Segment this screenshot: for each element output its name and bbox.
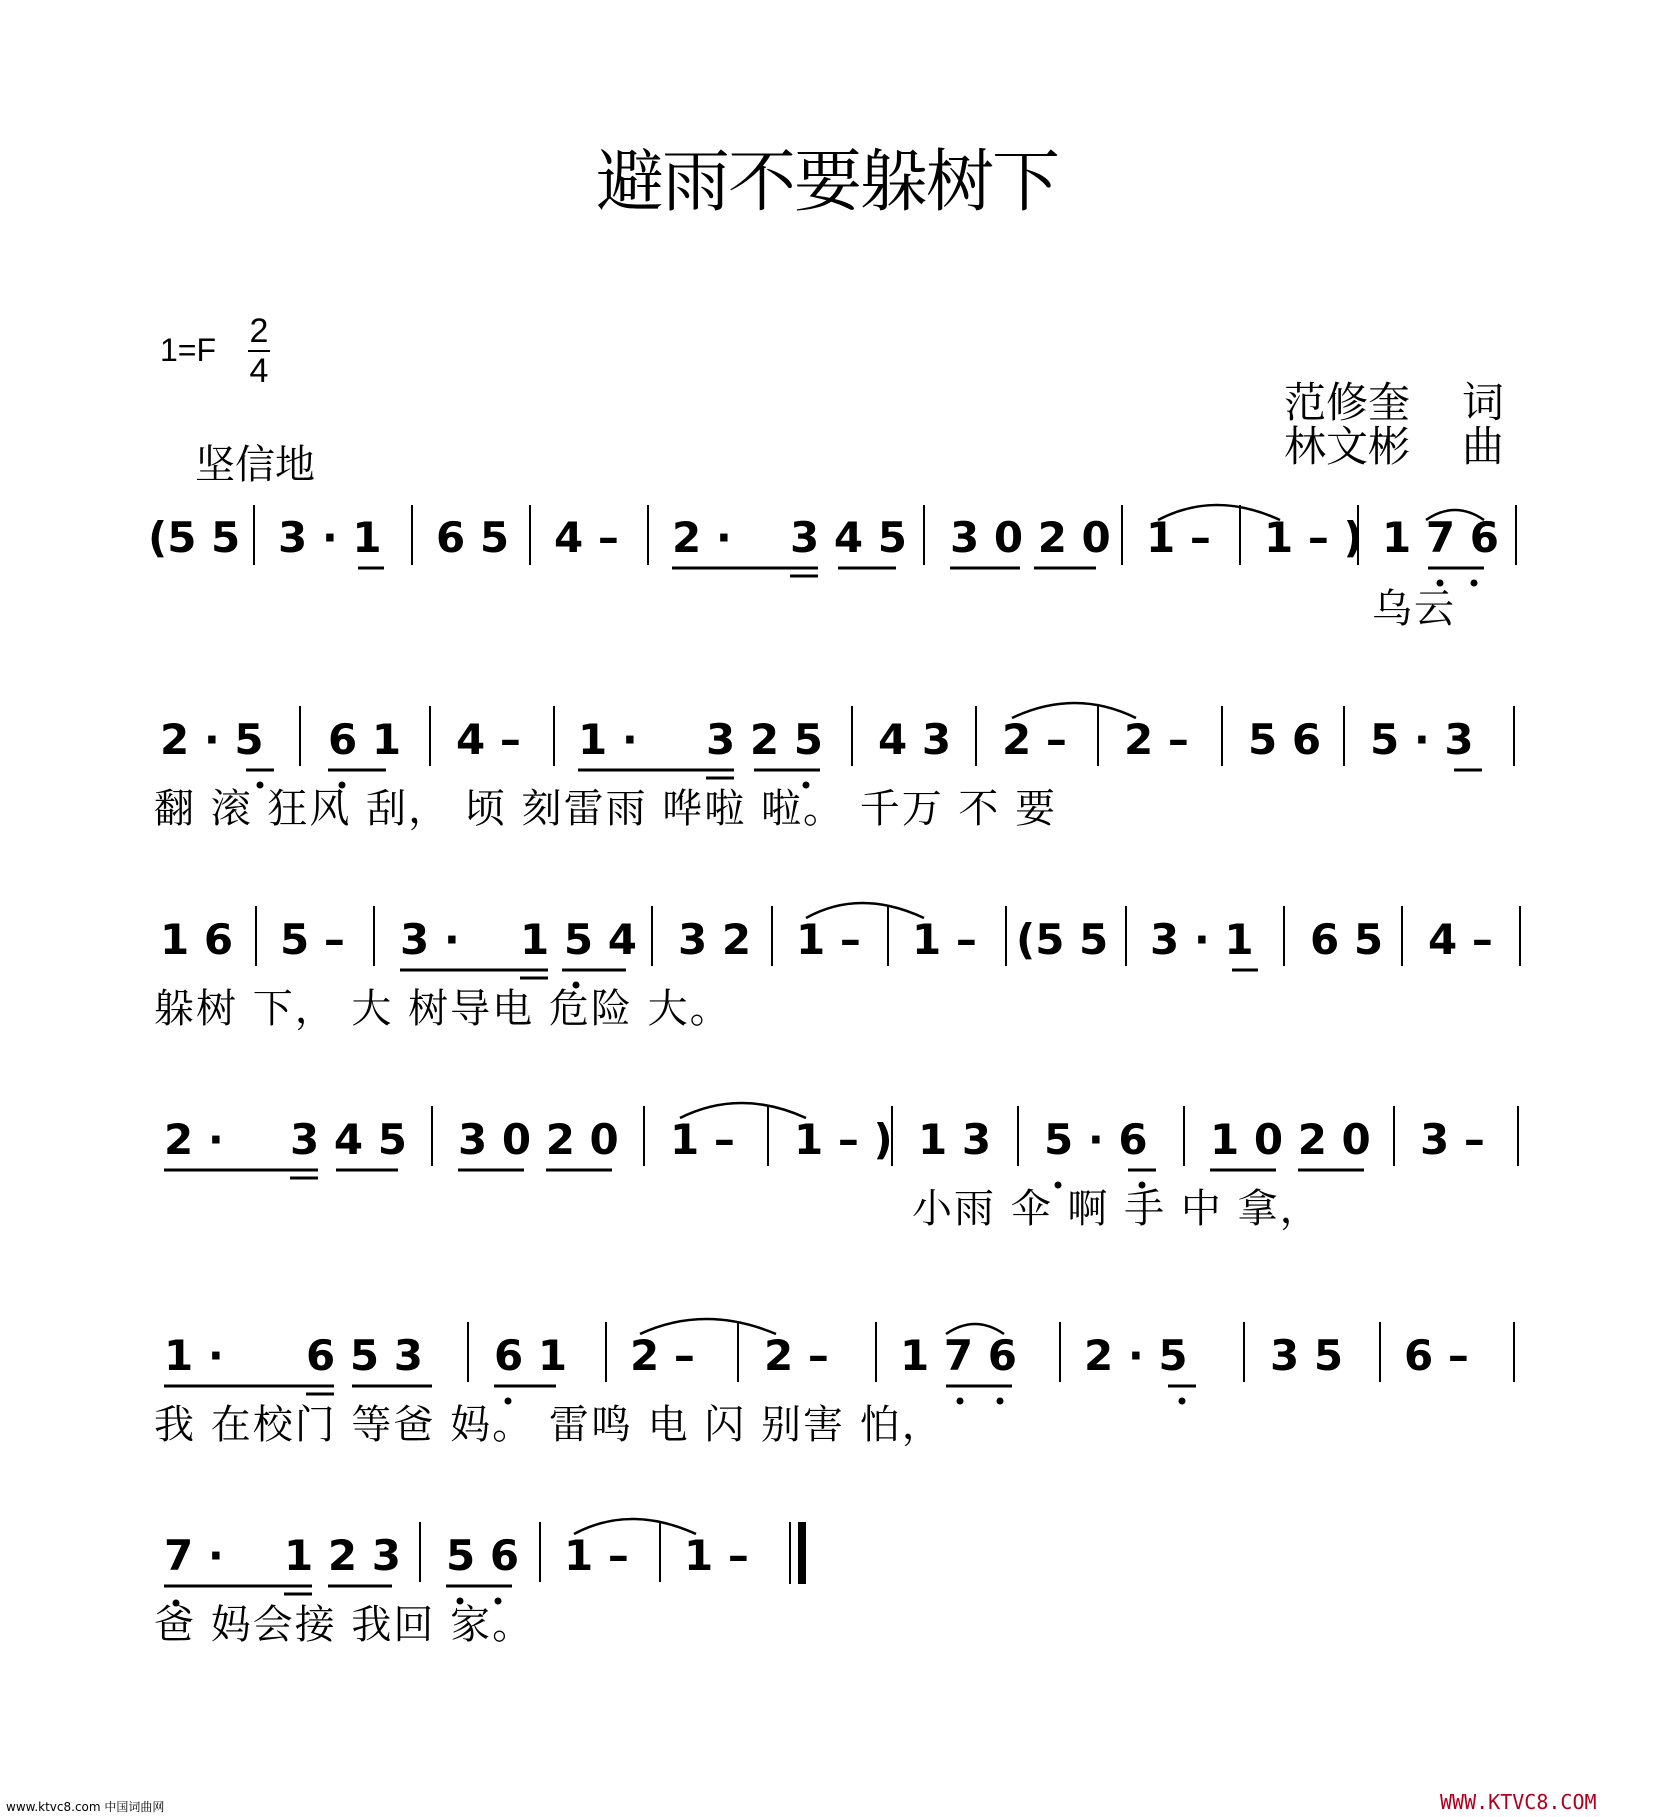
- composer-role: 曲: [1462, 422, 1505, 471]
- svg-text:3 ·: 3 ·: [400, 915, 460, 964]
- svg-text:2 –: 2 –: [764, 1331, 829, 1380]
- lyricist-role: 词: [1462, 378, 1505, 427]
- svg-text:3 2: 3 2: [678, 915, 752, 964]
- svg-text:5 · 3: 5 · 3: [1370, 715, 1474, 764]
- key-signature: 1=F: [160, 332, 217, 368]
- svg-text:6 5: 6 5: [1310, 915, 1384, 964]
- svg-text:1 5 4: 1 5 4: [520, 915, 637, 964]
- svg-text:4 –: 4 –: [1428, 915, 1493, 964]
- system-3-notes: [160, 903, 1520, 989]
- svg-text:1 ·: 1 ·: [164, 1331, 224, 1380]
- svg-text:2 –: 2 –: [1124, 715, 1189, 764]
- footer-left: www.ktvc8.com 中国词曲网: [6, 1800, 165, 1814]
- svg-text:3 4 5: 3 4 5: [290, 1115, 407, 1164]
- system-3-lyrics: 躲树 下， 大 树导电 危险 大。: [154, 986, 732, 1032]
- time-signature-bottom: 4: [249, 352, 269, 390]
- footer-right-logo: WWW.KTVC8.COM: [1440, 1790, 1597, 1814]
- svg-text:1 –: 1 –: [796, 915, 861, 964]
- svg-text:3 2 5: 3 2 5: [706, 715, 823, 764]
- svg-text:2 –: 2 –: [1002, 715, 1067, 764]
- system-6-notes: [164, 1519, 806, 1607]
- svg-text:3 0 2 0: 3 0 2 0: [458, 1115, 619, 1164]
- composer-name: 林文彬: [1284, 422, 1411, 471]
- svg-text:5 6: 5 6: [446, 1531, 520, 1580]
- system-2-lyrics: 翻 滚 狂风 刮， 顷 刻雷雨 哗啦 啦。 千万 不 要: [154, 786, 1058, 832]
- svg-text:1 –: 1 –: [1146, 513, 1211, 562]
- system-5-lyrics: 我 在校门 等爸 妈。 雷鸣 电 闪 别害 怕，: [154, 1402, 944, 1448]
- system-4-lyrics: 小雨 伞 啊 手 中 拿，: [912, 1186, 1322, 1232]
- svg-text:7 ·: 7 ·: [164, 1531, 224, 1580]
- svg-text:6 –: 6 –: [1404, 1331, 1469, 1380]
- svg-text:(5 5: (5 5: [1016, 915, 1109, 964]
- svg-text:1 7 6: 1 7 6: [1382, 513, 1499, 562]
- svg-text:1 ·: 1 ·: [578, 715, 638, 764]
- svg-text:1 2 3: 1 2 3: [284, 1531, 401, 1580]
- svg-text:3 4 5: 3 4 5: [790, 513, 907, 562]
- svg-text:3 0 2 0: 3 0 2 0: [950, 513, 1111, 562]
- svg-text:1 –: 1 –: [912, 915, 977, 964]
- svg-text:1 –: 1 –: [684, 1531, 749, 1580]
- svg-text:1 6: 1 6: [160, 915, 234, 964]
- svg-text:4 –: 4 –: [456, 715, 521, 764]
- svg-text:3 –: 3 –: [1420, 1115, 1485, 1164]
- svg-text:5 · 6: 5 · 6: [1044, 1115, 1148, 1164]
- svg-text:1 0 2 0: 1 0 2 0: [1210, 1115, 1371, 1164]
- svg-text:2 ·: 2 ·: [672, 513, 732, 562]
- time-signature-top: 2: [249, 312, 269, 350]
- system-2-notes: [160, 703, 1514, 789]
- svg-text:1 – ): 1 – ): [794, 1115, 893, 1164]
- svg-text:3 · 1: 3 · 1: [278, 513, 382, 562]
- svg-text:6 1: 6 1: [494, 1331, 568, 1380]
- system-1-lyrics: 乌云: [1372, 586, 1456, 632]
- system-5-notes: [164, 1319, 1514, 1405]
- svg-text:4 –: 4 –: [554, 513, 619, 562]
- system-6-lyrics: 爸 妈会接 我回 家。: [154, 1602, 535, 1648]
- svg-text:1 –: 1 –: [670, 1115, 735, 1164]
- svg-text:(5 5: (5 5: [148, 513, 241, 562]
- svg-text:1 – ): 1 – ): [1264, 513, 1363, 562]
- svg-text:3 5: 3 5: [1270, 1331, 1344, 1380]
- svg-text:6 5 3: 6 5 3: [306, 1331, 423, 1380]
- svg-text:6 1: 6 1: [328, 715, 402, 764]
- svg-text:5 –: 5 –: [280, 915, 345, 964]
- svg-text:5 6: 5 6: [1248, 715, 1322, 764]
- svg-text:2 ·: 2 ·: [164, 1115, 224, 1164]
- tempo-marking: 坚信地: [195, 442, 315, 488]
- system-4-notes: [164, 1103, 1518, 1189]
- svg-text:1 –: 1 –: [564, 1531, 629, 1580]
- svg-text:1 3: 1 3: [918, 1115, 992, 1164]
- svg-text:2 · 5: 2 · 5: [1084, 1331, 1188, 1380]
- lyricist-name: 范修奎: [1284, 378, 1411, 427]
- svg-text:6 5: 6 5: [436, 513, 510, 562]
- svg-text:2 · 5: 2 · 5: [160, 715, 264, 764]
- svg-text:2 –: 2 –: [630, 1331, 695, 1380]
- system-1-notes: [148, 505, 1516, 587]
- song-title: 避雨不要躲树下: [595, 143, 1058, 222]
- svg-text:4 3: 4 3: [878, 715, 952, 764]
- svg-text:1 7 6: 1 7 6: [900, 1331, 1017, 1380]
- svg-text:3 · 1: 3 · 1: [1150, 915, 1254, 964]
